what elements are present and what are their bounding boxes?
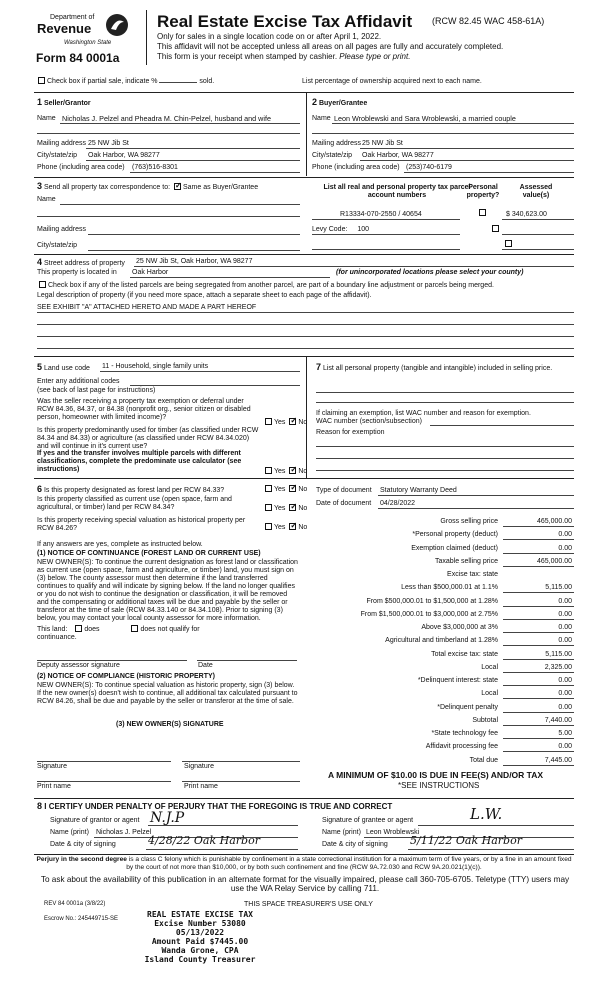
tax-row-value[interactable]: 0.00 xyxy=(558,597,572,605)
corr-name-label: Name xyxy=(37,196,56,203)
stamp-line-3: 05/13/2022 xyxy=(175,928,225,937)
tax-row-label: Affidavit processing fee xyxy=(425,743,498,751)
assessed-col-header: Assessed value(s) xyxy=(519,184,553,200)
seller-address[interactable]: 25 NW Jib St xyxy=(88,140,129,147)
agency-name: Revenue xyxy=(37,21,92,36)
intro-line-3: This form is your receipt when stamped by cashier. Please type or print. xyxy=(157,52,411,61)
dept-line: Department of xyxy=(50,14,95,21)
tax-row-value[interactable]: 0.00 xyxy=(558,703,572,711)
unincorporated-note: (for unincorporated locations please select your county) xyxy=(336,269,524,276)
tax-row-value[interactable]: 0.00 xyxy=(558,544,572,552)
statute-ref: (RCW 82.45 WAC 458-61A) xyxy=(432,16,545,26)
land-use-code[interactable]: 11 - Household, single family units xyxy=(102,363,209,370)
located-city[interactable]: Oak Harbor xyxy=(132,269,169,276)
doc-type-label: Type of document xyxy=(316,487,372,494)
seller-city[interactable]: Oak Harbor, WA 98277 xyxy=(88,152,160,159)
continuance-word: continuance. xyxy=(37,634,77,641)
this-land-row: This land: does does not qualify for xyxy=(37,626,200,633)
stamp-line-6: Island County Treasurer xyxy=(144,955,256,964)
levy-code: Levy Code: 100 xyxy=(312,226,370,233)
tax-row-value[interactable]: 0.00 xyxy=(558,690,572,698)
historic-no-checkbox[interactable] xyxy=(289,523,296,530)
seller-phone-label: Phone (including area code) xyxy=(37,164,125,171)
exemption-yes-checkbox[interactable] xyxy=(265,418,272,425)
grantee-signature[interactable]: L.W. xyxy=(470,805,503,823)
tax-row-value[interactable]: 0.00 xyxy=(558,624,572,631)
tax-row-label: Local xyxy=(481,663,498,671)
buyer-phone[interactable]: (253)740-6179 xyxy=(406,164,452,171)
parcel-col-header: List all real and personal property tax parcel account numbers xyxy=(323,184,471,200)
tax-row-value[interactable]: 7,440.00 xyxy=(544,716,572,724)
timber-no-checkbox[interactable] xyxy=(289,467,296,474)
forest-q1-yes-no: Yes ✓ No xyxy=(263,485,307,494)
owner-print-label-2: Print name xyxy=(184,783,218,790)
forest-q2-yes-no: Yes ✓ No xyxy=(263,504,307,513)
parcel-number[interactable]: R13334-070-2550 / 40654 xyxy=(340,211,422,218)
corr-addr-label: Mailing address xyxy=(37,226,87,233)
buyer-heading: 2 Buyer/Grantee xyxy=(312,97,368,107)
additional-codes-note: (see back of last page for instructions) xyxy=(37,387,156,394)
timber-question: Is this property predominantly used for timber (as classified under RCW 84.34 and 84.33) or agriculture (as classified under RCW 84.34.020) and will continue in it's current use? xyxy=(37,427,259,451)
grantor-name-label: Name (print) xyxy=(50,829,89,836)
tax-row-label: Local xyxy=(481,690,498,698)
form-number: Form 84 0001a xyxy=(36,51,120,65)
perjury-warning: Perjury in the second degree is a class C felony which is punishable by confinement in a state correctional institution for a maximum term of five years, or by a fine in an amount fixed by the court of not more than $10,000, or by both such confinement and fine (RCW 9A.72.030 and RCW 9A.20.021(1)(c)). xyxy=(36,856,572,871)
intro-line-2: This affidavit will not be accepted unless all areas on all pages are fully and accurately completed. xyxy=(157,42,504,51)
land-use-label: 5 Land use code xyxy=(37,362,90,372)
grantee-date-city[interactable]: 5/11/22 Oak Harbor xyxy=(410,834,522,847)
same-as-buyer-checkbox[interactable] xyxy=(174,183,181,190)
grantor-sig-label: Signature of grantor or agent xyxy=(50,817,140,824)
doc-date-value[interactable]: 04/28/2022 xyxy=(380,500,416,507)
partial-sale-row: Check box if partial sale, indicate % sold. xyxy=(36,77,214,86)
personal-col-header: Personal property? xyxy=(466,184,500,200)
wac-label: WAC number (section/subsection) xyxy=(316,418,422,425)
exemption-no-checkbox[interactable] xyxy=(289,418,296,425)
stamp-line-5: Wanda Grone, CPA xyxy=(161,946,239,955)
legal-desc-label: Legal description of property (if you need more space, attach a separate sheet to each page of the affidavit). xyxy=(37,292,372,299)
exemption-claim-label: If claiming an exemption, list WAC number and reason for exemption. xyxy=(316,410,531,417)
land-does-checkbox[interactable] xyxy=(75,625,82,632)
notice-continuance-title: (1) NOTICE OF CONTINUANCE (FOREST LAND OR CURRENT USE) xyxy=(37,550,261,557)
grantee-name-label: Name (print) xyxy=(322,829,361,836)
treasurer-use-label: THIS SPACE TREASURER'S USE ONLY xyxy=(244,901,373,908)
deputy-signature-label: Deputy assessor signature xyxy=(37,662,120,669)
tax-row-value[interactable]: 7,445.00 xyxy=(544,756,572,764)
notice-compliance-title: (2) NOTICE OF COMPLIANCE (HISTORIC PROPERTY) xyxy=(37,673,215,680)
tax-row-value[interactable]: 5.00 xyxy=(558,730,572,737)
revision-label: REV 84 0001a (3/8/22) xyxy=(44,901,106,907)
tax-row-label: Less than $500,000.01 at 1.1% xyxy=(401,584,498,592)
street-label: 4 Street address of property xyxy=(37,257,125,267)
tax-row-label: Agricultural and timberland at 1.28% xyxy=(385,637,498,645)
tax-row-value[interactable]: 5,115.00 xyxy=(545,584,572,592)
tax-row-label: *Personal property (deduct) xyxy=(412,531,498,539)
revenue-logo-icon xyxy=(105,13,129,37)
tax-row-label: Excise tax: state xyxy=(447,571,498,578)
seller-city-label: City/state/zip xyxy=(37,152,78,159)
notice-continuance-text: NEW OWNER(S): To continue the current designation as forest land or classification as current use (open space, farm and agriculture, or timber) land, you must sign on (3) below. The county assessor must then determine if the land transferred continues to qualify and will indicate by signing below. If the land no longer qualifies or you do not wish to continue the designation or classification, it will be removed and the compensating or additional taxes will be due and payable by the seller or transferor at the time of sale (RCW 84.33.140 or 84.34.108). Prior to signing (3) below, you may contact your local county assessor for more information. xyxy=(37,559,298,623)
forest-q1: 6 Is this property designated as forest land per RCW 84.33? xyxy=(37,484,225,494)
grantor-date-city[interactable]: 4/28/22 Oak Harbor xyxy=(148,834,260,847)
forest-yes-checkbox[interactable] xyxy=(265,485,272,492)
seller-name-label: Name xyxy=(37,115,56,122)
see-instructions: *SEE INSTRUCTIONS xyxy=(398,781,480,790)
owner-signature-label-1: Signature xyxy=(37,763,67,770)
personal-property-checkbox-1[interactable] xyxy=(479,209,486,216)
accessibility-note: To ask about the availability of this publication in an alternate format for the visually impaired, please call 360-705-6705. Teletype (TTY) users may use the WA Relay Service by calling 711. xyxy=(40,875,570,894)
street-value[interactable]: 25 NW Jib St, Oak Harbor, WA 98277 xyxy=(136,258,253,265)
tax-row-label: From $500,000.01 to $1,500,000 at 1.28% xyxy=(366,597,498,605)
doc-type-value[interactable]: Statutory Warranty Deed xyxy=(380,487,457,494)
tax-row-label: Total due xyxy=(469,756,498,764)
buyer-name[interactable]: Leon Wroblewski and Sara Wroblewski, a married couple xyxy=(334,114,516,123)
tax-row-label: Subtotal xyxy=(472,716,498,724)
tax-row-value[interactable]: 0.00 xyxy=(558,743,572,751)
buyer-phone-label: Phone (including area code) xyxy=(312,164,400,171)
personal-property-checkbox-3[interactable] xyxy=(505,240,512,247)
intro-line-1: Only for sales in a single location code on or after April 1, 2022. xyxy=(157,32,382,41)
corr-city-label: City/state/zip xyxy=(37,242,78,249)
tax-row-label: From $1,500,000.01 to $3,000,000 at 2.75% xyxy=(360,610,498,618)
tax-row-value[interactable]: 0.00 xyxy=(558,610,572,618)
seller-name[interactable]: Nicholas J. Pelzel and Pheadra M. Chin-Pelzel, husband and wife xyxy=(62,114,271,123)
grantee-date-label: Date & city of signing xyxy=(322,841,388,848)
forest-q3: Is this property receiving special valuation as historical property per RCW 84.26? xyxy=(37,517,246,533)
reason-label: Reason for exemption xyxy=(316,429,385,436)
additional-codes-label: Enter any additional codes xyxy=(37,378,120,385)
buyer-name-label: Name xyxy=(312,115,331,122)
tax-row-label: Total excise tax: state xyxy=(431,650,498,658)
buyer-addr-label: Mailing address xyxy=(312,140,362,147)
segregated-row: Check box if any of the listed parcels are being segregated from another parcel, are part of a boundary line adjustment or parcels being merged. xyxy=(37,281,494,290)
grantee-name[interactable]: Leon Wroblewski xyxy=(366,829,420,836)
tax-row-value[interactable]: 0.00 xyxy=(558,677,572,684)
doc-date-label: Date of document xyxy=(316,500,372,507)
owner-print-label-1: Print name xyxy=(37,783,71,790)
if-any-note: If any answers are yes, complete as instructed below. xyxy=(37,541,203,548)
new-owner-signature-title: (3) NEW OWNER(S) SIGNATURE xyxy=(116,721,224,728)
buyer-address[interactable]: 25 NW Jib St xyxy=(362,140,403,147)
exemption-yes-no: Yes ✓ No xyxy=(263,418,307,427)
seller-phone[interactable]: (763)516-8301 xyxy=(132,164,178,171)
deputy-date-label: Date xyxy=(198,662,213,669)
current-use-yes-checkbox[interactable] xyxy=(265,504,272,511)
tax-row-value[interactable]: 465,000.00 xyxy=(536,557,572,565)
segregated-checkbox[interactable] xyxy=(39,281,46,288)
legal-description[interactable]: SEE EXHIBIT "A" ATTACHED HERETO AND MADE A PART HEREOF xyxy=(37,304,257,311)
tax-row-label: *Delinquent interest: state xyxy=(417,677,498,684)
escrow-number: Escrow No.: 245449715-SE xyxy=(44,916,119,922)
land-does-not-checkbox[interactable] xyxy=(131,625,138,632)
tax-row-label: Taxable selling price xyxy=(434,557,498,565)
personal-property-label: 7 List all personal property (tangible and intangible) included in selling price. xyxy=(316,362,553,372)
tax-row-value[interactable]: 0.00 xyxy=(558,531,572,539)
exemption-question: Was the seller receiving a property tax exemption or deferral under RCW 84.36, 84.37, or 84.38 (nonprofit org., senior citizen or disabled person, homeowner with limited income)? xyxy=(37,398,251,422)
tax-row-value[interactable]: 2,325.00 xyxy=(544,663,572,671)
stamp-line-1: REAL ESTATE EXCISE TAX xyxy=(147,910,253,919)
notice-compliance-text: NEW OWNER(S): To continue special valuation as historic property, sign (3) below. If the new owner(s) doesn't wish to continue, all additional tax calculated pursuant to RCW 84.26, shall be due and payable by the seller or transferor at the time of sale. xyxy=(37,682,298,706)
grantor-name[interactable]: Nicholas J. Pelzel xyxy=(96,829,152,836)
personal-property-checkbox-2[interactable] xyxy=(492,225,499,232)
forest-q3-yes-no: Yes ✓ No xyxy=(263,523,307,532)
agency-state: Washington State xyxy=(64,40,112,46)
tax-row-label: *Delinquent penalty xyxy=(437,703,498,711)
forest-q2: Is this property classified as current use (open space, farm and agricultural, or timber) land per RCW 84.34? xyxy=(37,496,232,512)
certify-heading: 8 I CERTIFY UNDER PENALTY OF PERJURY THAT THE FOREGOING IS TRUE AND CORRECT xyxy=(37,801,393,811)
assessed-value[interactable]: $ 340,623.00 xyxy=(506,211,547,218)
tax-row-value[interactable]: 0.00 xyxy=(558,637,572,645)
current-use-no-checkbox[interactable] xyxy=(289,504,296,511)
owner-signature-label-2: Signature xyxy=(184,763,214,770)
tax-row-label: *State technology fee xyxy=(431,730,498,737)
located-label: This property is located in xyxy=(37,269,117,276)
grantor-signature[interactable]: N.J.P xyxy=(150,810,185,826)
tax-row-label: Exemption claimed (deduct) xyxy=(411,544,498,552)
multiple-parcels-note: If yes and the transfer involves multiple parcels with different classifications, complete the predominate use calculator (see instructions) xyxy=(37,450,242,474)
ownership-note: List percentage of ownership acquired next to each name. xyxy=(302,78,482,85)
tax-row-label: Gross selling price xyxy=(440,518,498,525)
stamp-line-4: Amount Paid $7445.00 xyxy=(151,937,249,946)
treasurer-stamp xyxy=(140,910,260,964)
historic-yes-checkbox[interactable] xyxy=(265,523,272,530)
partial-sale-checkbox[interactable] xyxy=(38,77,45,84)
correspondence-heading: 3 Send all property tax correspondence to: ✓ Same as Buyer/Grantee xyxy=(37,181,258,192)
seller-heading: 1 Seller/Grantor xyxy=(37,97,91,107)
grantee-sig-label: Signature of grantee or agent xyxy=(322,817,414,824)
grantor-date-label: Date & city of signing xyxy=(50,841,116,848)
buyer-city[interactable]: Oak Harbor, WA 98277 xyxy=(362,152,434,159)
tax-row-value[interactable]: 5,115.00 xyxy=(545,650,572,658)
minimum-fee-note: A MINIMUM OF $10.00 IS DUE IN FEE(S) AND/OR TAX xyxy=(328,770,544,780)
stamp-line-2: Excise Number 53080 xyxy=(154,919,246,928)
tax-row-value[interactable]: 465,000.00 xyxy=(536,518,572,525)
buyer-city-label: City/state/zip xyxy=(312,152,353,159)
forest-no-checkbox[interactable] xyxy=(289,485,296,492)
timber-yes-checkbox[interactable] xyxy=(265,467,272,474)
timber-yes-no: Yes ✓ No xyxy=(263,467,307,476)
tax-row-label: Above $3,000,000 at 3% xyxy=(421,624,498,631)
form-title: Real Estate Excise Tax Affidavit xyxy=(157,12,413,31)
seller-addr-label: Mailing address xyxy=(37,140,87,147)
